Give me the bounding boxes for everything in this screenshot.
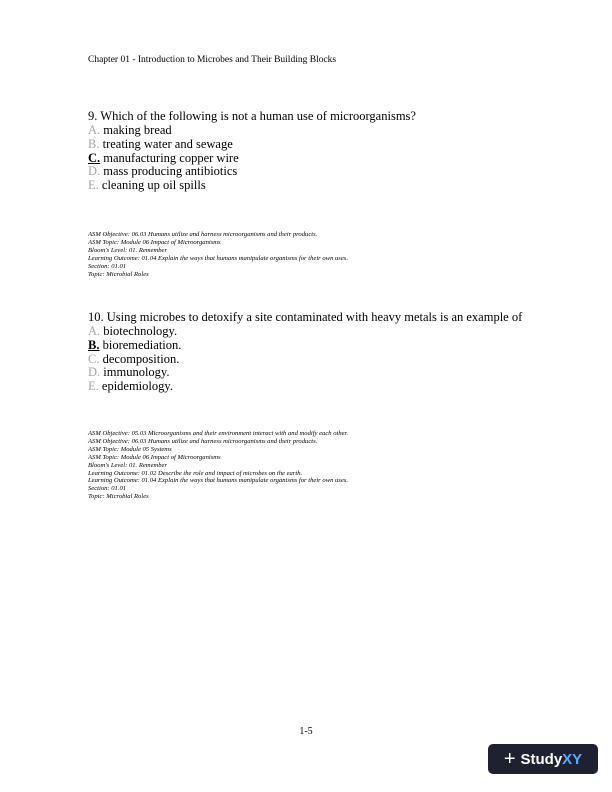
meta-line: ASM Objective: 05.03 Microorganisms and their environment interact with and modify each other.: [88, 430, 349, 437]
option-letter: A.: [88, 324, 101, 338]
option-e: [88, 179, 528, 193]
option-letter: D.: [88, 164, 101, 179]
option-letter: E.: [88, 379, 99, 394]
option-d: [88, 366, 528, 380]
brand-name-study: Study: [520, 750, 563, 768]
option-text: cleaning up oil spills: [101, 178, 206, 193]
correct-answer-letter: C.: [88, 150, 101, 165]
question-9-metadata: [88, 231, 348, 278]
option-text: immunology.: [103, 365, 170, 380]
option-a: [88, 124, 528, 138]
option-letter: A.: [88, 123, 101, 137]
option-letter: B.: [88, 136, 100, 151]
meta-line: ASM Objective: 06.03 Humans utilize and harness microorganisms and their products.: [88, 231, 318, 238]
meta-line: Topic: Microbial Roles: [88, 493, 149, 501]
meta-line: Section: 01.01: [88, 262, 127, 270]
option-text: epidemiology.: [101, 379, 173, 394]
option-d: [88, 165, 528, 179]
plus-icon: +: [503, 748, 516, 770]
meta-line: Learning Outcome: 01.02 Describe the role and impact of microbes on the earth.: [88, 469, 303, 477]
meta-line: Section: 01.01: [88, 485, 127, 493]
meta-line: ASM Topic: Module 06 Impact of Microorganisms: [88, 238, 221, 246]
meta-line: ASM Objective: 06.03 Humans utilize and harness microorganisms and their products.: [88, 437, 318, 445]
option-text: bioremediation.: [102, 337, 182, 352]
question-10: [88, 310, 528, 394]
correct-answer-letter: B.: [88, 337, 100, 352]
question-stem: 10. Using microbes to detoxify a site contaminated with heavy metals is an example of: [88, 310, 523, 324]
option-text: treating water and sewage: [102, 136, 233, 151]
option-a: [88, 325, 528, 339]
meta-line: ASM Topic: Module 05 Systems: [88, 445, 172, 453]
option-e: [88, 380, 528, 394]
brand-name-xy: XY: [562, 750, 583, 768]
option-text: decomposition.: [102, 351, 180, 366]
option-text: mass producing antibiotics: [103, 164, 238, 179]
option-c: [88, 353, 528, 367]
meta-line: Bloom's Level: 01. Remember: [88, 461, 168, 469]
studyxy-badge[interactable]: [488, 744, 598, 774]
option-text: manufacturing copper wire: [103, 150, 239, 165]
option-letter: E.: [88, 178, 99, 193]
option-b: [88, 138, 528, 152]
question-10-metadata: [88, 430, 348, 501]
question-stem: 9. Which of the following is not a human use of microorganisms?: [88, 109, 416, 123]
page-number: 1-5: [299, 726, 313, 737]
meta-line: Bloom's Level: 01. Remember: [88, 246, 168, 254]
option-text: biotechnology.: [103, 324, 178, 338]
option-c-correct: [88, 152, 528, 166]
option-text: making bread: [103, 123, 172, 137]
option-letter: D.: [88, 365, 101, 380]
meta-line: Learning Outcome: 01.04 Explain the ways that humans manipulate organisms for their own uses.: [88, 254, 349, 262]
chapter-header: Chapter 01 - Introduction to Microbes and Their Building Blocks: [88, 55, 337, 65]
question-9: [88, 109, 528, 193]
option-letter: C.: [88, 351, 100, 366]
option-b-correct: [88, 339, 528, 353]
meta-line: ASM Topic: Module 06 Impact of Microorganisms: [88, 453, 221, 461]
meta-line: Learning Outcome: 01.04 Explain the ways that humans manipulate organisms for their own uses.: [88, 477, 349, 485]
meta-line: Topic: Microbial Roles: [88, 270, 149, 278]
